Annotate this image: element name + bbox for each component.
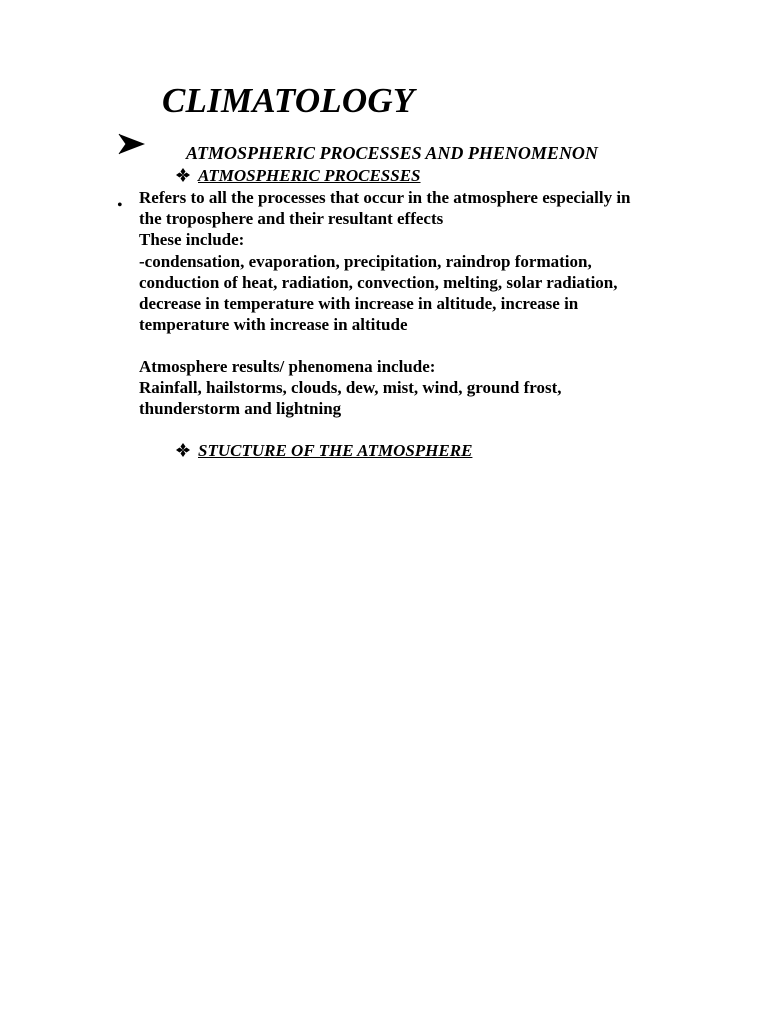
phenomena-paragraph (139, 356, 739, 420)
section-heading-row (118, 132, 718, 168)
four-diamond-icon (176, 168, 190, 182)
text-line: the troposphere and their resultant effects (139, 209, 444, 229)
text-line: Refers to all the processes that occur in the atmosphere especially in (139, 188, 631, 207)
subsection-heading-row-2 (176, 441, 472, 463)
section-heading: ATMOSPHERIC PROCESSES AND PHENOMENON (186, 143, 598, 163)
text-line: temperature with increase in altitude (139, 315, 408, 335)
text-line: Rainfall, hailstorms, clouds, dew, mist, wind, ground frost, (139, 378, 562, 398)
text-line: conduction of heat, radiation, convection, melting, solar radiation, (139, 272, 618, 292)
four-diamond-icon (176, 443, 190, 457)
subsection-heading-structure-of-atmosphere: STUCTURE OF THE ATMOSPHERE (198, 441, 473, 460)
text-line: These include: (139, 230, 245, 250)
subsection-heading-row-1 (176, 166, 421, 188)
text-line: -condensation, evaporation, precipitation, raindrop formation, (139, 251, 592, 271)
text-line: thunderstorm and lightning (139, 399, 342, 419)
text-line: decrease in temperature with increase in altitude, increase in (139, 294, 579, 314)
page-title: CLIMATOLOGY (162, 81, 415, 120)
text-line: Atmosphere results/ phenomena include: (139, 357, 436, 376)
bullet-icon: • (117, 197, 123, 214)
bullet-paragraph (139, 187, 739, 335)
subsection-heading-atmospheric-processes: ATMOSPHERIC PROCESSES (198, 166, 421, 185)
arrowhead-icon (118, 132, 146, 160)
